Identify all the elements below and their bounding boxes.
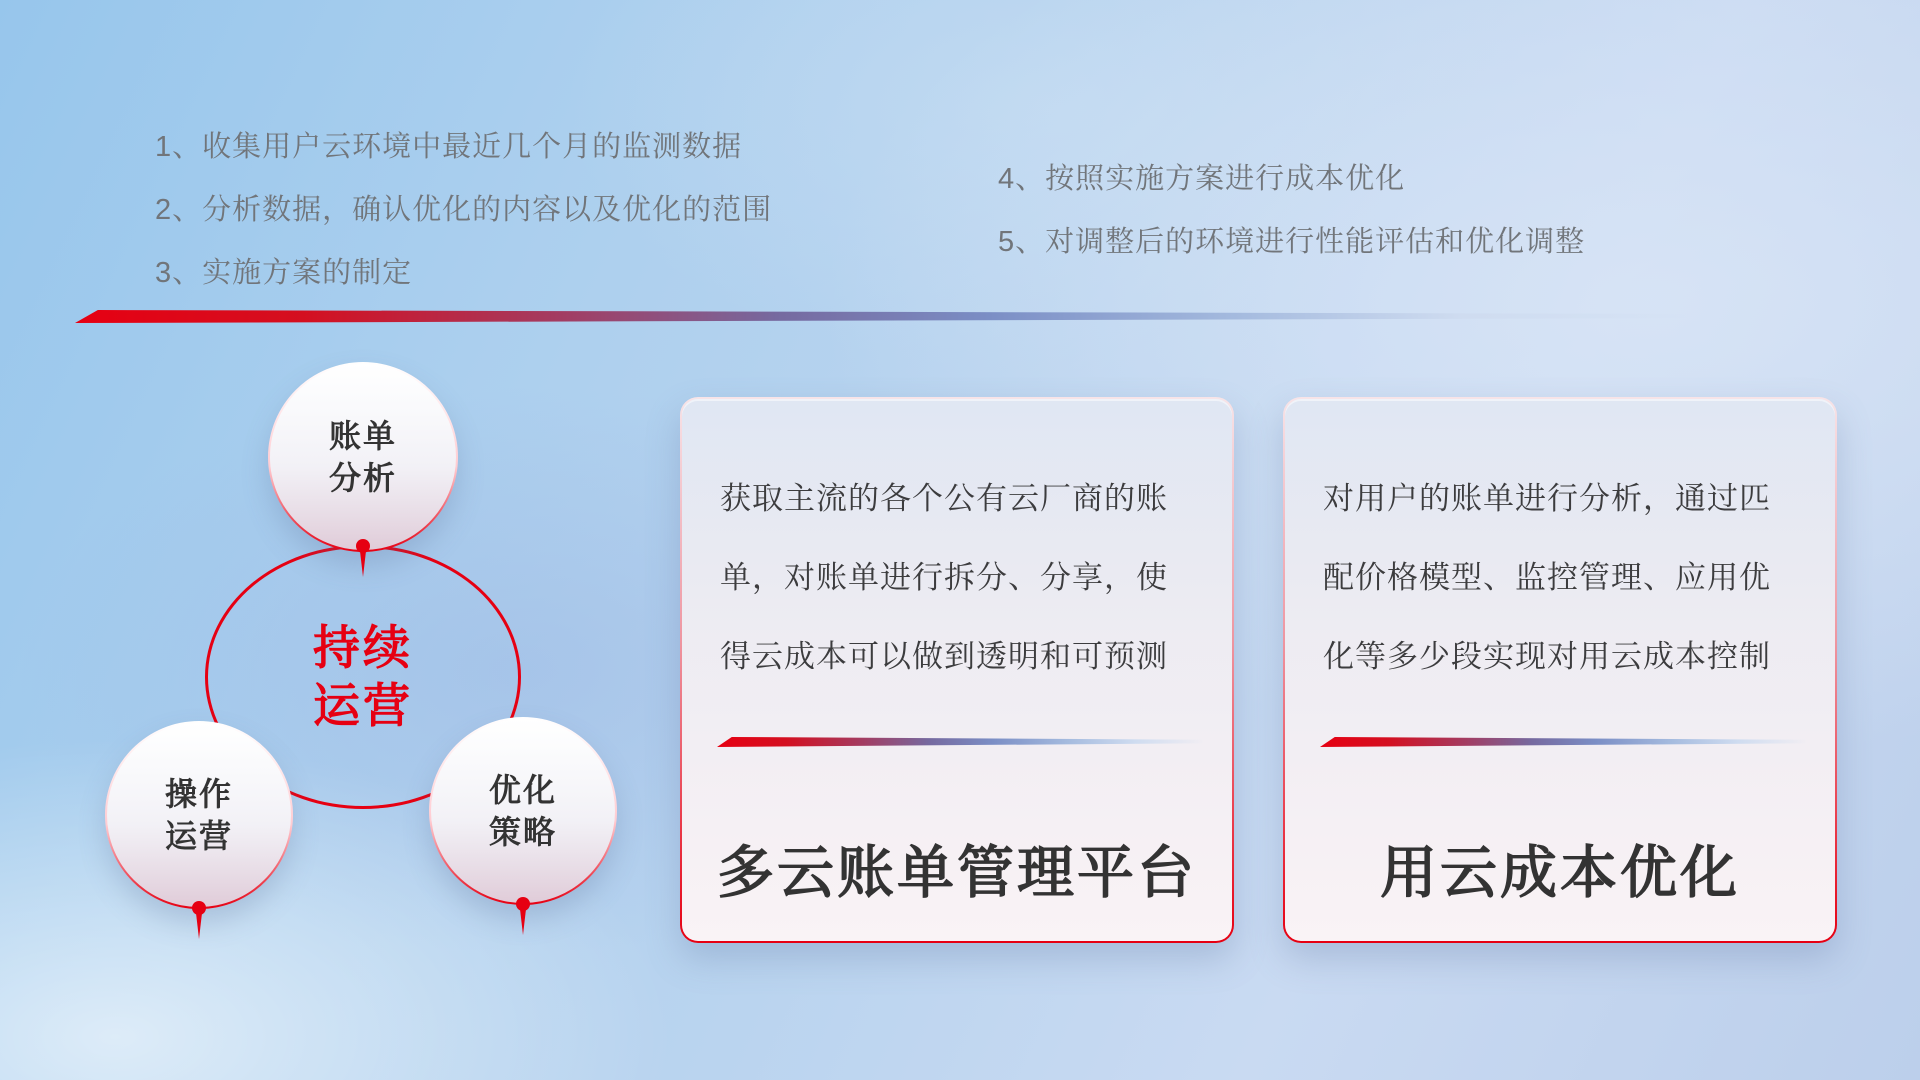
card-cloud-cost-optimization (1283, 397, 1837, 943)
card-body-line: 得云成本可以做到透明和可预测 (720, 639, 1168, 674)
node-label-line: 运营 (164, 818, 233, 854)
card-divider-swoosh (1320, 737, 1812, 747)
cycle-center-line: 运营 (313, 679, 413, 732)
steps-list-right (998, 148, 1585, 274)
cycle-node-optimization-strategy (429, 717, 617, 905)
step-item-3: 3、实施方案的制定 (155, 257, 413, 289)
pin-needle-icon (360, 551, 366, 577)
cycle-node-operation (105, 721, 293, 909)
card-body-line: 单，对账单进行拆分、分享，使 (720, 560, 1168, 595)
step-item-4: 4、按照实施方案进行成本优化 (998, 163, 1406, 195)
node-label-line: 优化 (488, 772, 557, 808)
divider-swoosh (75, 310, 1707, 323)
pin-needle-icon (196, 913, 202, 939)
cycle-node-billing-analysis (268, 362, 458, 552)
step-item-1: 1、收集用户云环境中最近几个月的监测数据 (155, 131, 743, 163)
card-body-text (720, 459, 1194, 696)
node-label-line: 操作 (164, 776, 233, 812)
card-body-line: 化等多少段实现对用云成本控制 (1323, 639, 1771, 674)
card-body-text (1323, 459, 1797, 696)
card-body-line: 配价格模型、监控管理、应用优 (1323, 560, 1771, 595)
cycle-center-label (263, 619, 463, 735)
card-body-line: 对用户的账单进行分析，通过匹 (1323, 481, 1771, 516)
step-item-2: 2、分析数据，确认优化的内容以及优化的范围 (155, 194, 773, 226)
card-multicloud-billing (680, 397, 1234, 943)
node-label-line: 账单 (328, 418, 397, 454)
node-label-line: 策略 (488, 814, 557, 850)
cycle-center-line: 持续 (313, 621, 413, 674)
card-title: 用云成本优化 (1380, 841, 1740, 905)
card-body-line: 获取主流的各个公有云厂商的账 (720, 481, 1168, 516)
node-label-line: 分析 (328, 460, 397, 496)
step-item-5: 5、对调整后的环境进行性能评估和优化调整 (998, 226, 1586, 258)
card-title: 多云账单管理平台 (717, 841, 1197, 905)
card-divider-swoosh (717, 737, 1209, 747)
pin-needle-icon (520, 909, 526, 935)
steps-list-left (155, 116, 772, 305)
